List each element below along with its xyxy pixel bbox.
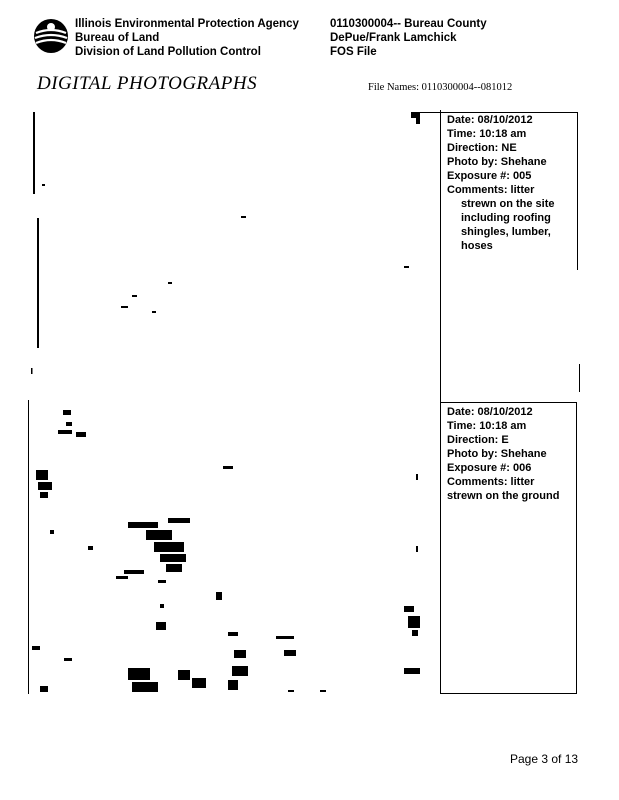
photo-time: Time: 10:18 am xyxy=(447,128,527,140)
file-type: FOS File xyxy=(330,46,377,58)
photo-by: Photo by: Shehane xyxy=(447,448,547,460)
photo-comments-line: hoses xyxy=(461,240,493,252)
document-title: DIGITAL PHOTOGRAPHS xyxy=(37,73,258,94)
photo-speckles xyxy=(28,110,440,696)
divider-mid xyxy=(440,402,577,403)
photo-exposure: Exposure #: 006 xyxy=(447,462,532,474)
photo-comments-line: including roofing xyxy=(461,212,551,224)
photo-time: Time: 10:18 am xyxy=(447,420,527,432)
photo-comments-line: shingles, lumber, xyxy=(461,226,551,238)
photo-direction: Direction: NE xyxy=(447,142,517,154)
photo-left-edge xyxy=(28,400,29,694)
photo-comments: Comments: litter xyxy=(447,476,535,488)
photo-comments: Comments: litter xyxy=(447,184,535,196)
photo-direction: Direction: E xyxy=(447,434,509,446)
agency-logo-icon xyxy=(33,18,69,54)
divider-vertical-right-bottom xyxy=(576,402,577,694)
site-header xyxy=(330,17,487,59)
photo-info-1 xyxy=(447,113,555,253)
photo-date: Date: 08/10/2012 xyxy=(447,114,533,126)
photo-exposure: Exposure #: 005 xyxy=(447,170,532,182)
divider-vertical-right-top xyxy=(577,112,578,270)
photo-date: Date: 08/10/2012 xyxy=(447,406,533,418)
photo-by: Photo by: Shehane xyxy=(447,156,547,168)
photo-info-2 xyxy=(447,405,559,503)
agency-name: Illinois Environmental Protection Agency xyxy=(75,18,299,30)
site-id: 0110300004-- Bureau County xyxy=(330,18,487,30)
file-names: File Names: 0110300004--081012 xyxy=(368,82,513,93)
page-number: Page 3 of 13 xyxy=(510,752,579,766)
division-name: Division of Land Pollution Control xyxy=(75,46,261,58)
divider-bottom xyxy=(440,693,577,694)
site-name: DePue/Frank Lamchick xyxy=(330,32,457,44)
photo-comments-line: strewn on the ground xyxy=(447,490,560,502)
photo-area xyxy=(28,110,440,696)
divider-vertical-right-stub xyxy=(579,364,580,392)
bureau-name: Bureau of Land xyxy=(75,32,160,44)
photo-comments-line: strewn on the site xyxy=(461,198,555,210)
agency-header xyxy=(75,17,299,59)
